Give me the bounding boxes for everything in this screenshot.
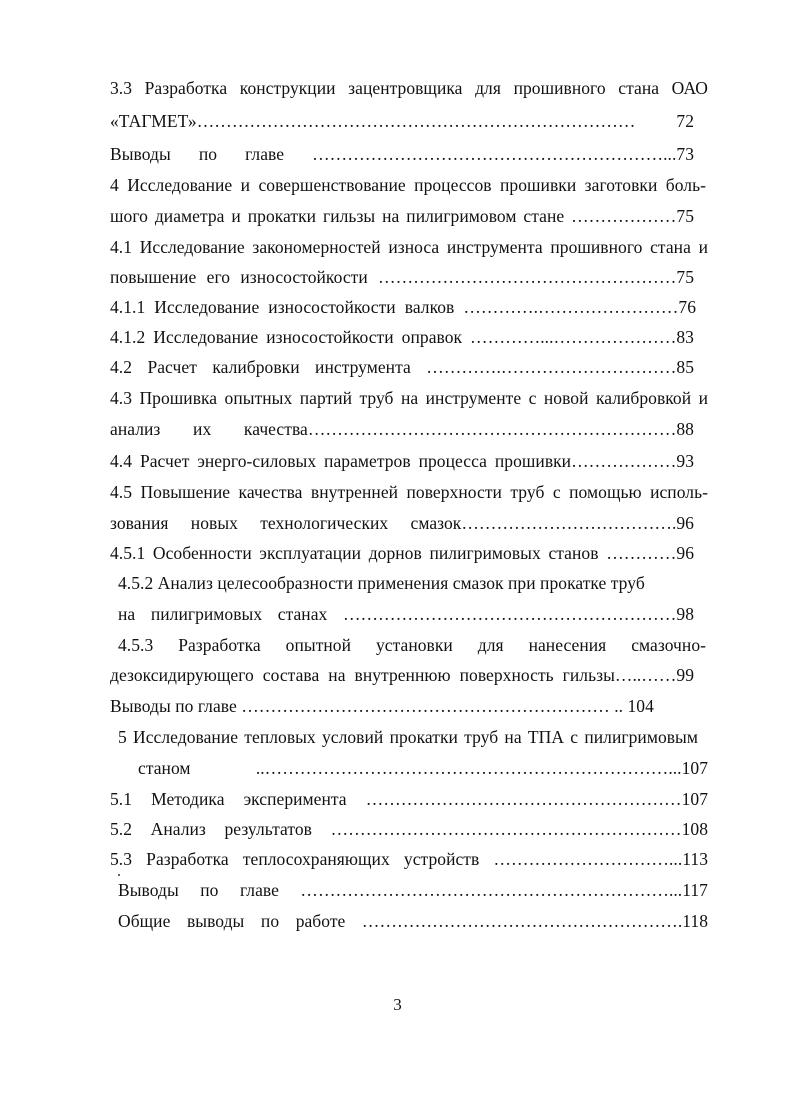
- toc-line-4-1-1: 4.1.1 Исследование износостойкости валков ………….……………………76: [110, 297, 696, 317]
- toc-line-4-5: 4.5 Повышение качества внутренней поверхности труб с помощью исполь-: [110, 482, 708, 502]
- toc-line-4-1-cont: повышение его износостойкости ……………………………………………75: [110, 267, 694, 287]
- toc-line-4: 4 Исследование и совершенствование процессов прошивки заготовки боль-: [110, 175, 706, 195]
- toc-line-4-cont: шого диаметра и прокатки гильзы на пилигримовом стане ………………75: [110, 206, 694, 226]
- toc-line-4-5-3: 4.5.3 Разработка опытной установки для нанесения смазочно-: [118, 635, 706, 655]
- toc-line-5-3: 5.3 Разработка теплосохраняющих устройств …………………………...113: [110, 849, 708, 869]
- toc-line-conclusions-4: Выводы по главе ……………………………………………………… .. 104: [110, 696, 654, 716]
- toc-line-5-1: 5.1 Методика эксперимента ………………………………………………107: [110, 789, 708, 809]
- toc-line-4-4: 4.4 Расчет энерго-силовых параметров процесса прошивки………………93: [110, 451, 694, 471]
- toc-line-5-2: 5.2 Анализ результатов ……………………………………………………108: [110, 819, 708, 839]
- toc-line-4-5-1: 4.5.1 Особенности эксплуатации дорнов пилигримовых станов …………96: [110, 543, 694, 563]
- scan-speck: [118, 874, 120, 876]
- toc-line-5: 5 Исследование тепловых условий прокатки труб на ТПА с пилигримовым: [118, 727, 698, 747]
- toc-line-4-5-3-cont: дезоксидирующего состава на внутреннюю поверхность гильзы…..……99: [110, 665, 694, 685]
- toc-line-conclusions-3: Выводы по главе ……………………………………………………...73: [110, 144, 694, 164]
- toc-line-4-5-cont: зования новых технологических смазок……………………………….96: [110, 513, 694, 533]
- page-number: 3: [393, 995, 402, 1014]
- toc-line-3-3: 3.3 Разработка конструкции зацентровщика для прошивного стана ОАО: [110, 78, 708, 98]
- toc-line-conclusions-5: Выводы по главе ………………………………………………………...117: [118, 880, 708, 900]
- toc-line-4-5-2: 4.5.2 Анализ целесообразности применения смазок при прокатке труб: [118, 573, 645, 593]
- toc-line-4-2: 4.2 Расчет калибровки инструмента ………….…………………………85: [110, 357, 694, 377]
- toc-line-5-cont: станом ..……………………………………………………………...107: [138, 758, 708, 778]
- toc-line-4-3-cont: анализ их качества………………………………………………………88: [110, 419, 694, 439]
- toc-line-4-1: 4.1 Исследование закономерностей износа инструмента прошивного стана и: [110, 237, 708, 257]
- toc-line-4-1-2: 4.1.2 Исследование износостойкости оправок …………...…………………83: [110, 327, 694, 347]
- toc-line-4-3: 4.3 Прошивка опытных партий труб на инструменте с новой калибровкой и: [110, 388, 708, 408]
- toc-line-general-conclusions: Общие выводы по работе ……………………………………………….118: [118, 911, 708, 931]
- toc-line-3-3-cont: «ТАГМЕТ»………………………………………………………………… 72: [110, 111, 694, 131]
- toc-line-4-5-2-cont: на пилигримовых станах …………………………………………………98: [118, 604, 694, 624]
